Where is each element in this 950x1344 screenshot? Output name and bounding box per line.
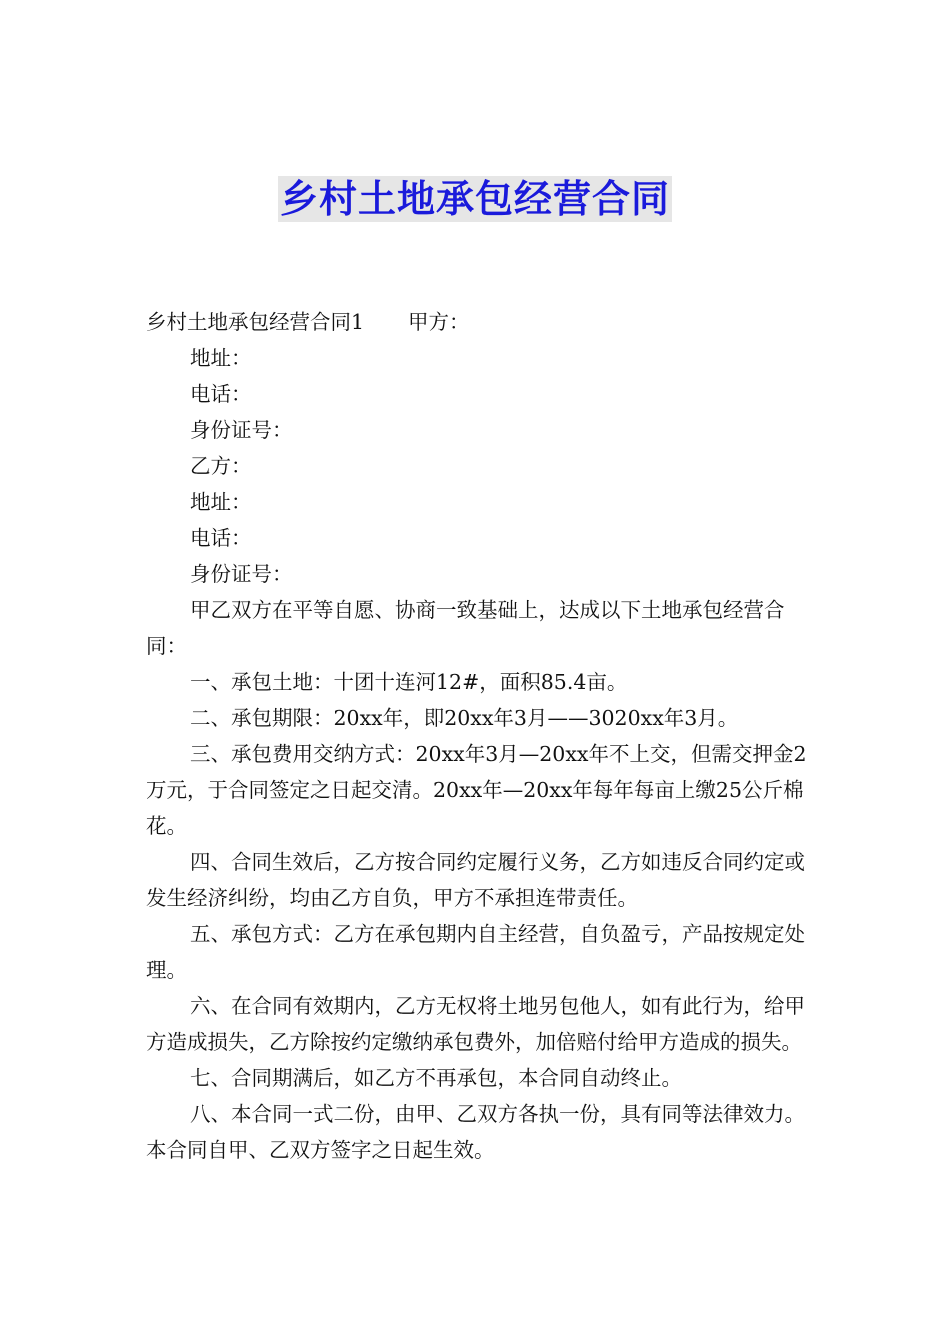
- field-party-a-phone: 电话：: [190, 382, 252, 406]
- field-party-b-id: 身份证号：: [190, 562, 293, 586]
- field-party-b-address: 地址：: [190, 490, 252, 514]
- contract-name: 乡村土地承包经营合同1: [146, 310, 365, 334]
- document-title: [0, 176, 950, 222]
- document-title-text: 乡村土地承包经营合同: [279, 177, 670, 221]
- paragraph-intro: 甲乙双方在平等自愿、协商一致基础上，达成以下土地承包经营合同：: [146, 598, 785, 658]
- clause-6: 六、在合同有效期内，乙方无权将土地另包他人，如有此行为，给甲方造成损失，乙方除按约定缴纳承包费外，加倍赔付给甲方造成的损失。: [146, 994, 805, 1054]
- clause-8: 八、本合同一式二份，由甲、乙双方各执一份，具有同等法律效力。本合同自甲、乙双方签字之日起生效。: [146, 1102, 805, 1162]
- field-party-b: 乙方：: [190, 454, 252, 478]
- clause-7: 七、合同期满后，如乙方不再承包，本合同自动终止。: [190, 1066, 682, 1090]
- clause-2: 二、承包期限：20xx年，即20xx年3月——3020xx年3月。: [190, 706, 739, 730]
- party-a-label: 甲方：: [408, 310, 470, 334]
- header-line: [146, 304, 808, 340]
- field-party-a-id: 身份证号：: [190, 418, 293, 442]
- clause-3: 三、承包费用交纳方式：20xx年3月—20xx年不上交，但需交押金2万元，于合同签定之日起交清。20xx年—20xx年每年每亩上缴25公斤棉花。: [146, 742, 807, 838]
- clause-5: 五、承包方式：乙方在承包期内自主经营，自负盈亏，产品按规定处理。: [146, 922, 805, 982]
- document-body: [146, 304, 808, 1168]
- field-party-b-phone: 电话：: [190, 526, 252, 550]
- clause-4: 四、合同生效后，乙方按合同约定履行义务，乙方如违反合同约定或发生经济纠纷，均由乙方自负，甲方不承担连带责任。: [146, 850, 805, 910]
- clause-1: 一、承包土地：十团十连河12#，面积85.4亩。: [190, 670, 628, 694]
- field-party-a-address: 地址：: [190, 346, 252, 370]
